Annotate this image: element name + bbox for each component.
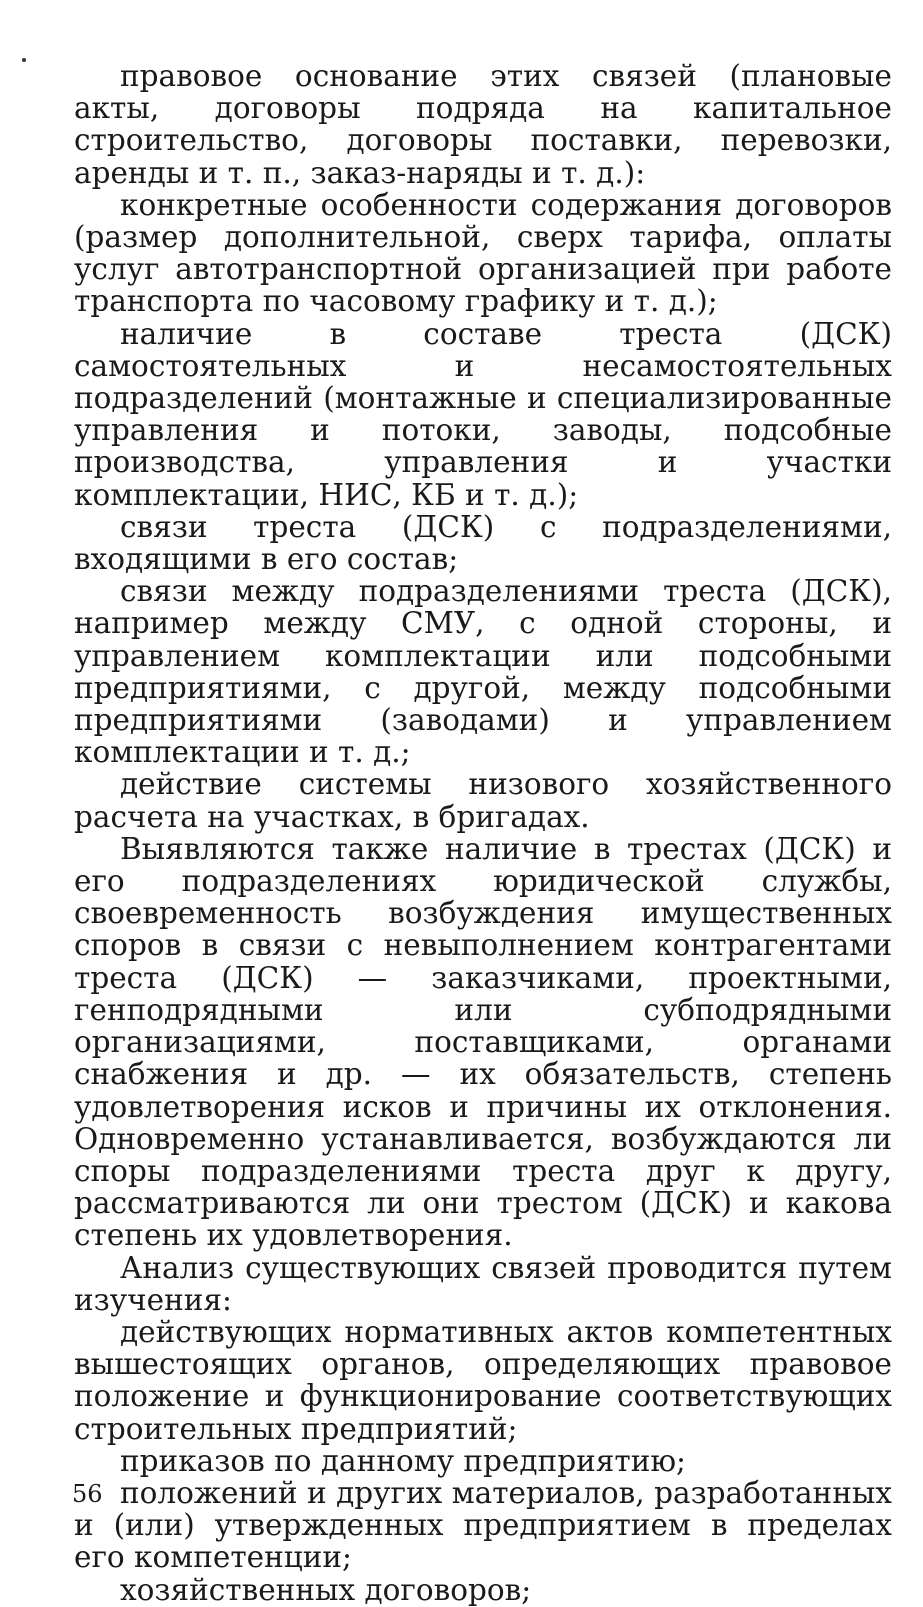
- paragraph-3: наличие в составе треста (ДСК) самостоятельных и несамостоятельных подразделений (монтажные и специализированные управления и потоки, заводы, подсобные производства, управления и участки комплектации, НИС, КБ и т. д.);: [74, 316, 892, 512]
- paragraph-11: положений и других материалов, разработанных и (или) утвержденных предприятием в пределах его компетенции;: [74, 1475, 892, 1575]
- paragraph-12: хозяйственных договоров;: [120, 1572, 532, 1607]
- paragraph-5: связи между подразделениями треста (ДСК), например между СМУ, с одной стороны, и управлением комплектации или подсобными предприятиями, с другой, между подсобными предприятиями (заводами) и управлением комплектации и т. д.;: [74, 574, 892, 770]
- paragraph-2: конкретные особенности содержания договоров (размер дополнительной, сверх тарифа, оплаты услуг автотранспортной организацией при работе транспорта по часовому графику и т. д.);: [74, 187, 892, 319]
- paragraph-6: действие системы низового хозяйственного расчета на участках, в бригадах.: [74, 767, 892, 834]
- scan-speck: [22, 58, 26, 62]
- paragraph-8: Анализ существующих связей проводится путем изучения:: [74, 1250, 892, 1317]
- paragraph-10: приказов по данному предприятию;: [120, 1443, 686, 1478]
- paragraph-1: правовое основание этих связей (плановые акты, договоры подряда на капитальное строительство, договоры поставки, перевозки, аренды и т. п., заказ-наряды и т. д.):: [74, 59, 892, 190]
- body-text: [74, 60, 892, 1606]
- paragraph-7: Выявляются также наличие в трестах (ДСК) и его подразделениях юридической службы, своевременность возбуждения имущественных споров в связи с невыполнением контрагентами треста (ДСК) — заказчиками, проектными, генподрядными или субподрядными организациями, поставщиками, органами снабжения и др. — их обязательств, степень удовлетворения исков и причины их отклонения. Одновременно устанавливается, возбуждаются ли споры подразделениями треста друг к другу, рассматриваются ли они трестом (ДСК) и какова степень их удовлетворения.: [74, 831, 892, 1253]
- paragraph-4: связи треста (ДСК) с подразделениями, входящими в его состав;: [74, 509, 892, 577]
- paragraph-9: действующих нормативных актов компетентных вышестоящих органов, определяющих правовое положение и функционирование соответствующих строительных предприятий;: [74, 1314, 892, 1446]
- page-number: 56: [72, 1480, 103, 1508]
